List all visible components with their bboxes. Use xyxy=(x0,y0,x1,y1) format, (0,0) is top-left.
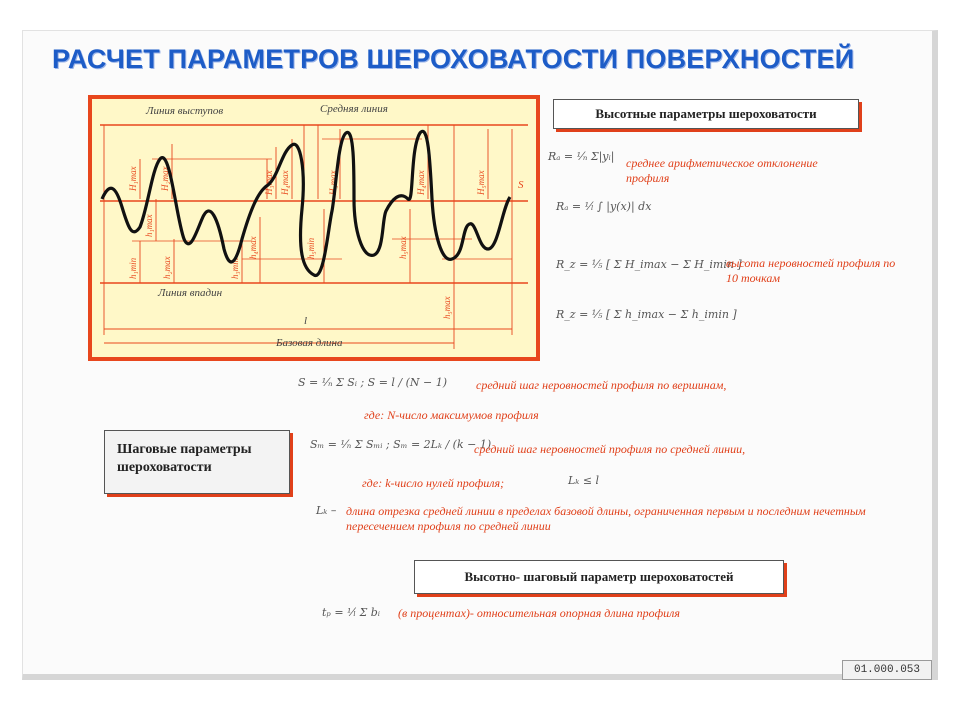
svg-text:H₅max: H₅max xyxy=(328,170,338,195)
svg-text:H₁max: H₁max xyxy=(128,166,138,191)
svg-text:h₅max: h₅max xyxy=(442,296,452,319)
s-formula: S = ¹⁄ₙ Σ Sᵢ ; S = l / (N − 1) xyxy=(298,376,448,389)
svg-text:h₅min: h₅min xyxy=(306,237,316,259)
label-l: l xyxy=(304,315,308,327)
tp-formula: tₚ = ¹⁄ₗ Σ bᵢ xyxy=(322,606,380,619)
svg-text:h₄max: h₄max xyxy=(248,236,258,259)
rz-note: высота неровностей профиля по 10 точкам xyxy=(726,256,896,285)
s-note: средний шаг неровностей профиля по вершинам, xyxy=(476,378,727,392)
lk-note: длина отрезка средней линии в пределах базовой длины, ограниченная первым и последним нечетным пересечением профиля по средней линии xyxy=(346,504,866,533)
page-title: РАСЧЕТ ПАРАМЕТРОВ ШЕРОХОВАТОСТИ ПОВЕРХНОСТЕЙ xyxy=(52,44,855,74)
svg-text:H₄max: H₄max xyxy=(280,170,290,195)
rz-alt-formula: R_z = ⅕ [ Σ h_imax − Σ h_imin ] xyxy=(556,308,737,321)
rz-formula: R_z = ⅕ [ Σ H_imax − Σ H_imin ] xyxy=(556,258,742,271)
profile-diagram xyxy=(88,95,540,361)
label-valleys-line: Линия впадин xyxy=(158,287,223,299)
svg-text:H₃max: H₃max xyxy=(264,170,274,195)
svg-text:h₁min: h₁min xyxy=(128,257,138,279)
sm-note: средний шаг неровностей профиля по средней линии, xyxy=(474,442,746,456)
label-peaks-line: Линия выступов xyxy=(146,105,224,117)
height-params-box: Высотные параметры шероховатости xyxy=(553,99,859,129)
sm-formula: Sₘ = ¹⁄ₙ Σ Sₘᵢ ; Sₘ = 2Lₖ / (k − 1) xyxy=(310,438,492,451)
ra-formula: Rₐ = ¹⁄ₙ Σ|yᵢ| xyxy=(548,150,615,163)
page-number: 01.000.053 xyxy=(842,660,932,680)
lk-symbol: Lₖ ≤ l xyxy=(568,474,600,487)
svg-text:h₃min: h₃min xyxy=(230,257,240,279)
step-params-box: Шаговые параметры шероховатости xyxy=(104,430,290,494)
svg-text:H₄max: H₄max xyxy=(416,170,426,195)
label-mean-line: Средняя линия xyxy=(320,103,388,115)
height-step-params-box: Высотно- шаговый параметр шероховатостей xyxy=(414,560,784,594)
lk-label: Lₖ – xyxy=(316,504,337,517)
label-base-length: Базовая длина xyxy=(276,337,343,349)
s-where: где: N-число максимумов профиля xyxy=(364,408,539,422)
tp-note: (в процентах)- относительная опорная длина профиля xyxy=(398,606,680,620)
label-s: S xyxy=(518,179,524,191)
ra-integral: Rₐ = ¹⁄ₗ ∫ |y(x)| dx xyxy=(556,200,652,213)
profile-graph xyxy=(92,99,536,357)
svg-text:h₂max: h₂max xyxy=(162,256,172,279)
ra-note: среднее арифметическое отклонение профиля xyxy=(626,156,818,185)
svg-text:h₁max: h₁max xyxy=(144,214,154,237)
svg-text:H₂max: H₂max xyxy=(160,166,170,191)
svg-text:h₅max: h₅max xyxy=(398,236,408,259)
svg-text:H₅max: H₅max xyxy=(476,170,486,195)
sm-where: где: k-число нулей профиля; xyxy=(362,476,505,490)
